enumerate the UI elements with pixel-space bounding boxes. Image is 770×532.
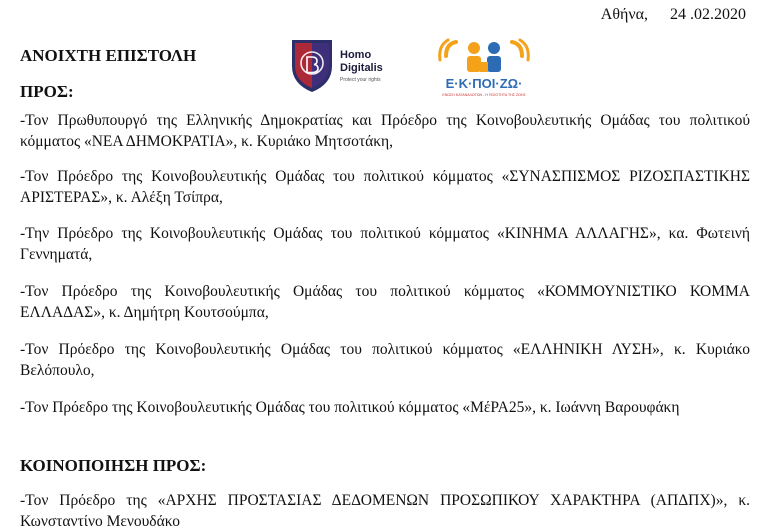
homo-digitalis-logo <box>288 36 408 94</box>
recipient-3: -Την Πρόεδρο της Κοινοβουλευτικής Ομάδας του πολιτικού κόμματος «ΚΙΝΗΜΑ ΑΛΛΑΓΗΣ», κα. Φωτεινή Γεννηματά, <box>20 225 750 263</box>
ekpizo-name: Ε·Κ·ΠΟΙ·ΖΩ· <box>445 76 523 91</box>
cc-recipient-1: -Τον Πρόεδρο της «ΑΡΧΗΣ ΠΡΟΣΤΑΣΙΑΣ ΔΕΔΟΜΕΝΩΝ ΠΡΟΣΩΠΙΚΟΥ ΧΑΡΑΚΤΗΡΑ (ΑΠΔΠΧ)», κ. Κωνσταντίνο Μενουδάκο <box>20 492 750 530</box>
recipient-6: -Τον Πρόεδρο της Κοινοβουλευτικής Ομάδας του πολιτικού κόμματος «ΜέΡΑ25», κ. Ιωάννη Βαρουφάκη <box>20 399 680 416</box>
recipient-4: -Τον Πρόεδρο της Κοινοβουλευτικής Ομάδας του πολιτικού κόμματος «ΚΟΜΜΟΥΝΙΣΤΙΚΟ ΚΟΜΜΑ ΕΛΛΑΔΑΣ», κ. Δημήτρη Κουτσούμπα, <box>20 283 750 321</box>
letter-title: ΑΝΟΙΧΤΗ ΕΠΙΣΤΟΛΗ <box>20 46 197 65</box>
date-value: 24 .02.2020 <box>670 6 746 23</box>
shield-icon <box>292 40 332 92</box>
ekpizo-tagline: ΕΝΩΣΗ ΚΑΤΑΝΑΛΩΤΩΝ - Η ΠΟΙΟΤΗΤΑ ΤΗΣ ΖΩΗΣ <box>442 93 526 97</box>
ekpizo-logo <box>430 36 548 100</box>
to-heading: ΠΡΟΣ: <box>20 82 74 101</box>
people-icon <box>440 40 529 72</box>
recipient-5: -Τον Πρόεδρο της Κοινοβουλευτικής Ομάδας του πολιτικού κόμματος «ΕΛΛΗΝΙΚΗ ΛΥΣΗ», κ. Κυριάκο Βελόπουλο, <box>20 341 750 379</box>
homo-line2: Digitalis <box>340 62 383 74</box>
recipient-2: -Τον Πρόεδρο της Κοινοβουλευτικής Ομάδας του πολιτικού κόμματος «ΣΥΝΑΣΠΙΣΜΟΣ ΡΙΖΟΣΠΑΣΤΙΚΗΣ ΑΡΙΣΤΕΡΑΣ», κ. Αλέξη Τσίπρα, <box>20 168 750 206</box>
homo-line1: Homo <box>340 49 372 61</box>
recipient-1: -Τον Πρωθυπουργό της Ελληνικής Δημοκρατίας και Πρόεδρο της Κοινοβουλευτικής Ομάδας του πολιτικού κόμματος «ΝΕΑ ΔΗΜΟΚΡΑΤΙΑ», κ. Κυριάκο Μητσοτάκη, <box>20 112 750 150</box>
letter-date <box>601 6 746 24</box>
homo-tagline: Protect your rights <box>340 77 381 83</box>
cc-heading: ΚΟΙΝΟΠΟΙΗΣΗ ΠΡΟΣ: <box>20 456 207 475</box>
date-city: Αθήνα, <box>600 6 648 23</box>
